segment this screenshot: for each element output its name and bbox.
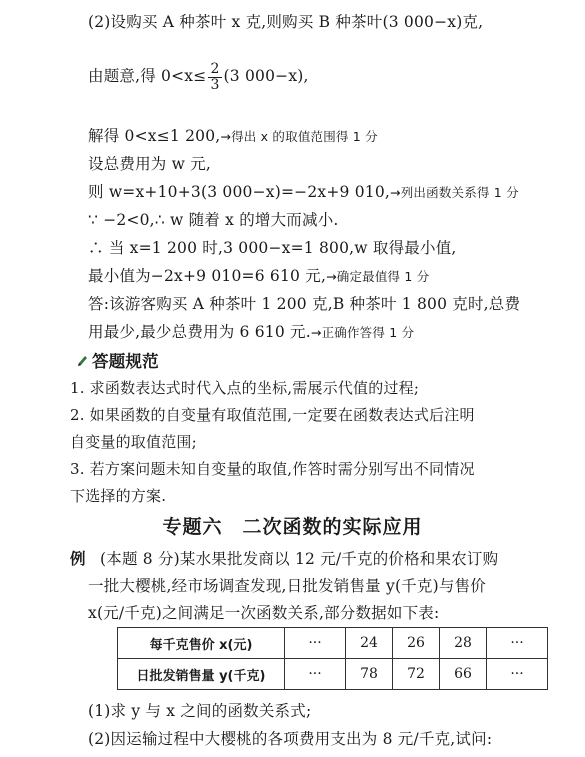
solution-line-7: ∴ 当 x=1 200 时,3 000−x=1 800,w 取得最小值, — [88, 239, 457, 257]
score-annotation: →确定最值得 1 分 — [326, 269, 430, 284]
table-cell: ··· — [487, 628, 548, 659]
solution-line-8-main: 最小值为−2x+9 010=6 610 元, — [88, 267, 327, 285]
example-line-1: (本题 8 分)某水果批发商以 12 元/千克的价格和果农订购 — [100, 550, 499, 568]
spec-heading — [76, 348, 159, 372]
question-1: (1)求 y 与 x 之间的函数关系式; — [88, 702, 312, 720]
solution-line-5 — [88, 180, 519, 202]
fraction — [208, 62, 221, 92]
table-cell: 28 — [440, 628, 487, 659]
solution-line-10-main: 用最少,最少总费用为 6 610 元. — [88, 323, 311, 341]
solution-line-6: ∵ −2<0,∴ w 随着 x 的增大而减小. — [88, 211, 339, 229]
example-line-2: 一批大樱桃,经市场调查发现,日批发销售量 y(千克)与售价 — [88, 577, 486, 595]
topic-title: 专题六 二次函数的实际应用 — [162, 516, 423, 538]
table-cell: ··· — [285, 628, 346, 659]
spec-rule-3b: 下选择的方案. — [70, 487, 167, 505]
table-cell: ··· — [285, 659, 346, 690]
table-row — [118, 659, 548, 690]
table-row-header: 每千克售价 x(元) — [118, 628, 285, 659]
solution-line-3-main: 解得 0<x≤1 200, — [88, 127, 221, 145]
solution-line-9: 答:该游客购买 A 种茶叶 1 200 克,B 种茶叶 1 800 克时,总费 — [88, 295, 521, 313]
table-row-header: 日批发销售量 y(千克) — [118, 659, 285, 690]
score-annotation: →正确作答得 1 分 — [310, 325, 415, 340]
pencil-icon — [76, 353, 88, 372]
example-label: 例 — [70, 550, 86, 568]
solution-line-10 — [88, 320, 414, 342]
solution-line-5-main: 则 w=x+10+3(3 000−x)=−2x+9 010, — [88, 183, 391, 201]
table-row — [118, 628, 548, 659]
fraction-numerator: 2 — [210, 61, 220, 77]
table-cell: 72 — [393, 659, 440, 690]
solution-line-2-pre: 由题意,得 0<x≤ — [88, 67, 207, 86]
spec-rule-3a: 3. 若方案问题未知自变量的取值,作答时需分别写出不同情况 — [70, 460, 475, 478]
table-cell: 26 — [393, 628, 440, 659]
table-cell: ··· — [487, 659, 548, 690]
spec-rule-2a: 2. 如果函数的自变量有取值范围,一定要在函数表达式后注明 — [70, 406, 475, 424]
example-line-3: x(元/千克)之间满足一次函数关系,部分数据如下表: — [88, 604, 440, 622]
solution-line-8 — [88, 264, 429, 286]
fraction-denominator: 3 — [210, 76, 220, 93]
spec-rule-1: 1. 求函数表达式时代入点的坐标,需展示代值的过程; — [70, 379, 420, 397]
table-cell: 78 — [346, 659, 393, 690]
solution-line-2-post: (3 000−x), — [223, 67, 309, 86]
score-annotation: →得出 x 的取值范围得 1 分 — [220, 129, 378, 144]
table-cell: 24 — [346, 628, 393, 659]
data-table — [117, 627, 548, 690]
solution-line-3 — [88, 124, 378, 146]
spec-heading-text: 答题规范 — [92, 352, 159, 371]
question-2: (2)因运输过程中大樱桃的各项费用支出为 8 元/千克,试问: — [88, 730, 493, 748]
solution-line-2 — [88, 62, 309, 92]
spec-rule-2b: 自变量的取值范围; — [70, 433, 197, 451]
table-cell: 66 — [440, 659, 487, 690]
solution-line-4: 设总费用为 w 元, — [88, 155, 212, 173]
solution-line-1: (2)设购买 A 种茶叶 x 克,则购买 B 种茶叶(3 000−x)克, — [88, 13, 484, 31]
score-annotation: →列出函数关系得 1 分 — [390, 185, 519, 200]
